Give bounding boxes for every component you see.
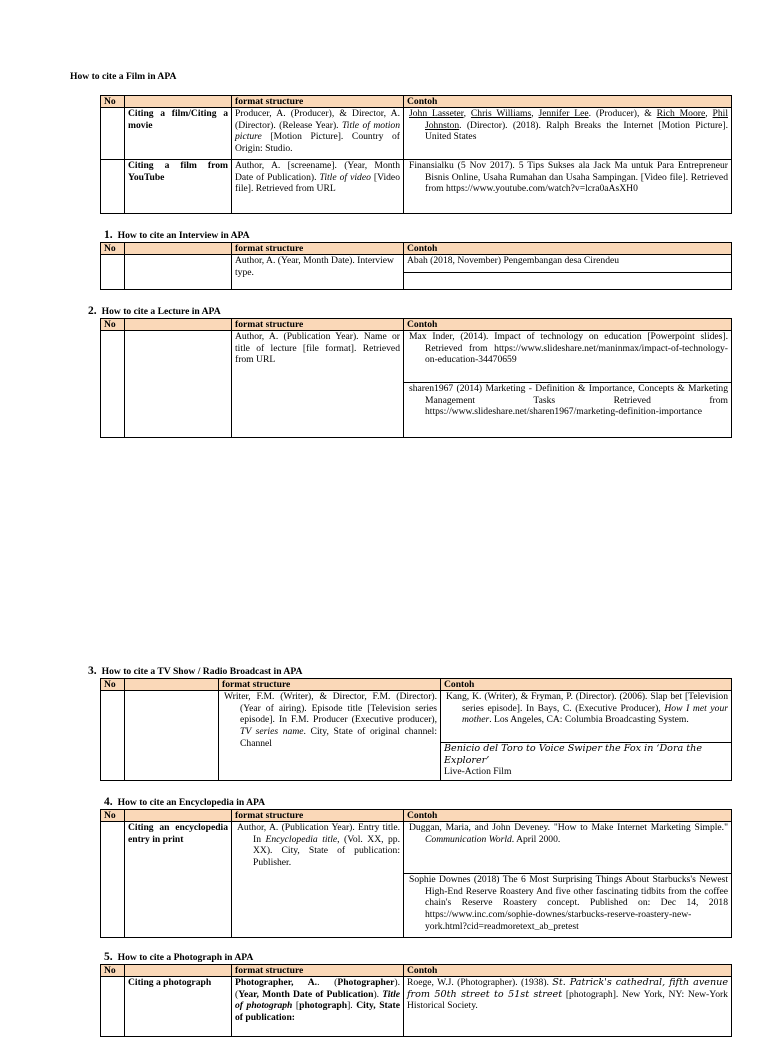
table-row: [101, 691, 732, 743]
table-header-row: No format structure Contoh: [101, 810, 732, 822]
format-cell: Writer, F.M. (Writer), & Director, F.M. (Director). (Year of airing). Episode title [Television series episode]. In F.M. Producer (Executive producer), TV series name. City, State of original channel: Channel: [219, 691, 441, 781]
row-label: Citing a film/Citing a movie: [125, 108, 232, 160]
row-label: Citing an encyclopedia entry in print: [125, 822, 232, 938]
example-cell: Sophie Downes (2018) The 6 Most Surprising Things About Starbucks's Newest High-End Reserve Roastery And five other fascinating tidbits from the coffee chain's Reserve Roastery concept. Published on: Dec 14, 2018 https://www.inc.com/sophie-downes/starbucks-reserve-roastery-new-york.html?cid=readmoretext_ab_pretest: [404, 874, 732, 938]
table-header-row: No format structure Contoh: [101, 319, 732, 331]
table-row: [101, 977, 732, 1037]
table-header-row: No format structure Contoh: [101, 243, 732, 255]
film-table: [100, 95, 732, 214]
example-cell: Max Inder, (2014). Impact of technology on education [Powerpoint slides]. Retrieved from https://www.slideshare.net/maninmax/impact-of-technology-on-education-34470659: [404, 331, 732, 383]
row-label: Citing a film from YouTube: [125, 160, 232, 214]
interview-table: [100, 242, 732, 290]
row-label: Citing a photograph: [125, 977, 232, 1037]
example-cell: Kang, K. (Writer), & Fryman, P. (Director). (2006). Slap bet [Television series episode]. In Bays, C. (Executive Producer), How I met your mother. Los Angeles, CA: Columbia Broadcasting System.: [441, 691, 732, 743]
lecture-table: [100, 318, 732, 438]
table-row: [101, 822, 732, 874]
section-title-tv: 3. How to cite a TV Show / Radio Broadcast in APA: [88, 665, 303, 677]
header-contoh: Contoh: [404, 96, 732, 108]
encyclopedia-table: [100, 809, 732, 938]
section-title-encyclopedia: 4. How to cite an Encyclopedia in APA: [104, 796, 266, 808]
section-title-photograph: 5. How to cite a Photograph in APA: [104, 951, 254, 963]
example-cell: Duggan, Maria, and John Deveney. "How to Make Internet Marketing Simple." Communication World. April 2000.: [404, 822, 732, 874]
table-header-row: No format structure Contoh: [101, 679, 732, 691]
example-cell: sharen1967 (2014) Marketing - Definition & Importance, Concepts & Marketing Management Tasks Retrieved from https://www.slideshare.net/sharen1967/marketing-definition-importance: [404, 383, 732, 438]
section-title-lecture: 2. How to cite a Lecture in APA: [88, 305, 221, 317]
example-cell: John Lasseter, Chris Williams, Jennifer Lee. (Producer), & Rich Moore, Phil Johnston. (Director). (2018). Ralph Breaks the Internet [Motion Picture]. United States: [404, 108, 732, 160]
table-row: [101, 160, 732, 214]
format-cell: Author, A. [screename]. (Year, Month Date of Publication). Title of video [Video file]. Retrieved from URL: [232, 160, 404, 214]
section-title-interview: 1. How to cite an Interview in APA: [104, 229, 250, 241]
example-cell: Roege, W.J. (Photographer). (1938). St. Patrick's cathedral, fifth avenue from 50th street to 51st street [photograph]. New York, NY: New-York Historical Society.: [404, 977, 732, 1037]
author-link[interactable]: Chris Williams: [470, 108, 532, 119]
table-header-row: [101, 96, 732, 108]
table-row: [101, 331, 732, 383]
author-link[interactable]: Rich Moore: [656, 108, 706, 119]
page-title: How to cite a Film in APA: [70, 71, 177, 82]
example-cell: Finansialku (5 Nov 2017). 5 Tips Sukses ala Jack Ma untuk Para Entrepreneur Bisnis Online, Usaha Rumahan dan Usaha Sampingan. [Video file]. Retrieved from https://www.youtube.com/watch?v=lcra0aAsXH0: [404, 160, 732, 214]
author-link[interactable]: Jennifer Lee: [538, 108, 589, 119]
format-cell: Author, A. (Year, Month Date). Interview type.: [232, 255, 404, 290]
header-no: No: [101, 96, 125, 108]
table-header-row: No format structure Contoh: [101, 965, 732, 977]
table-row: [101, 108, 732, 160]
photograph-table: [100, 964, 732, 1037]
format-cell: Author, A. (Publication Year). Entry title. In Encyclopedia title, (Vol. XX, pp. XX). City, State of publication: Publisher.: [232, 822, 404, 938]
example-cell: Benicio del Toro to Voice Swiper the Fox in ‘Dora the Explorer’ Live-Action Film: [441, 743, 732, 781]
example-cell: Abah (2018, November) Pengembangan desa Cirendeu: [404, 255, 732, 273]
format-cell: Photographer, A.. (Photographer). (Year, Month Date of Publication). Title of photograph [photograph]. City, State of publication:: [232, 977, 404, 1037]
header-format: format structure: [232, 96, 404, 108]
tv-table: [100, 678, 732, 781]
author-link[interactable]: Phil Johnston: [425, 108, 728, 131]
author-link[interactable]: John Lasseter: [409, 108, 464, 119]
format-cell: Author, A. (Publication Year). Name or title of lecture [file format]. Retrieved from URL: [232, 331, 404, 438]
format-cell: Producer, A. (Producer), & Director, A. (Director). (Release Year). Title of motion picture [Motion Picture]. Country of Origin: Studio.: [232, 108, 404, 160]
table-row: [101, 255, 732, 273]
